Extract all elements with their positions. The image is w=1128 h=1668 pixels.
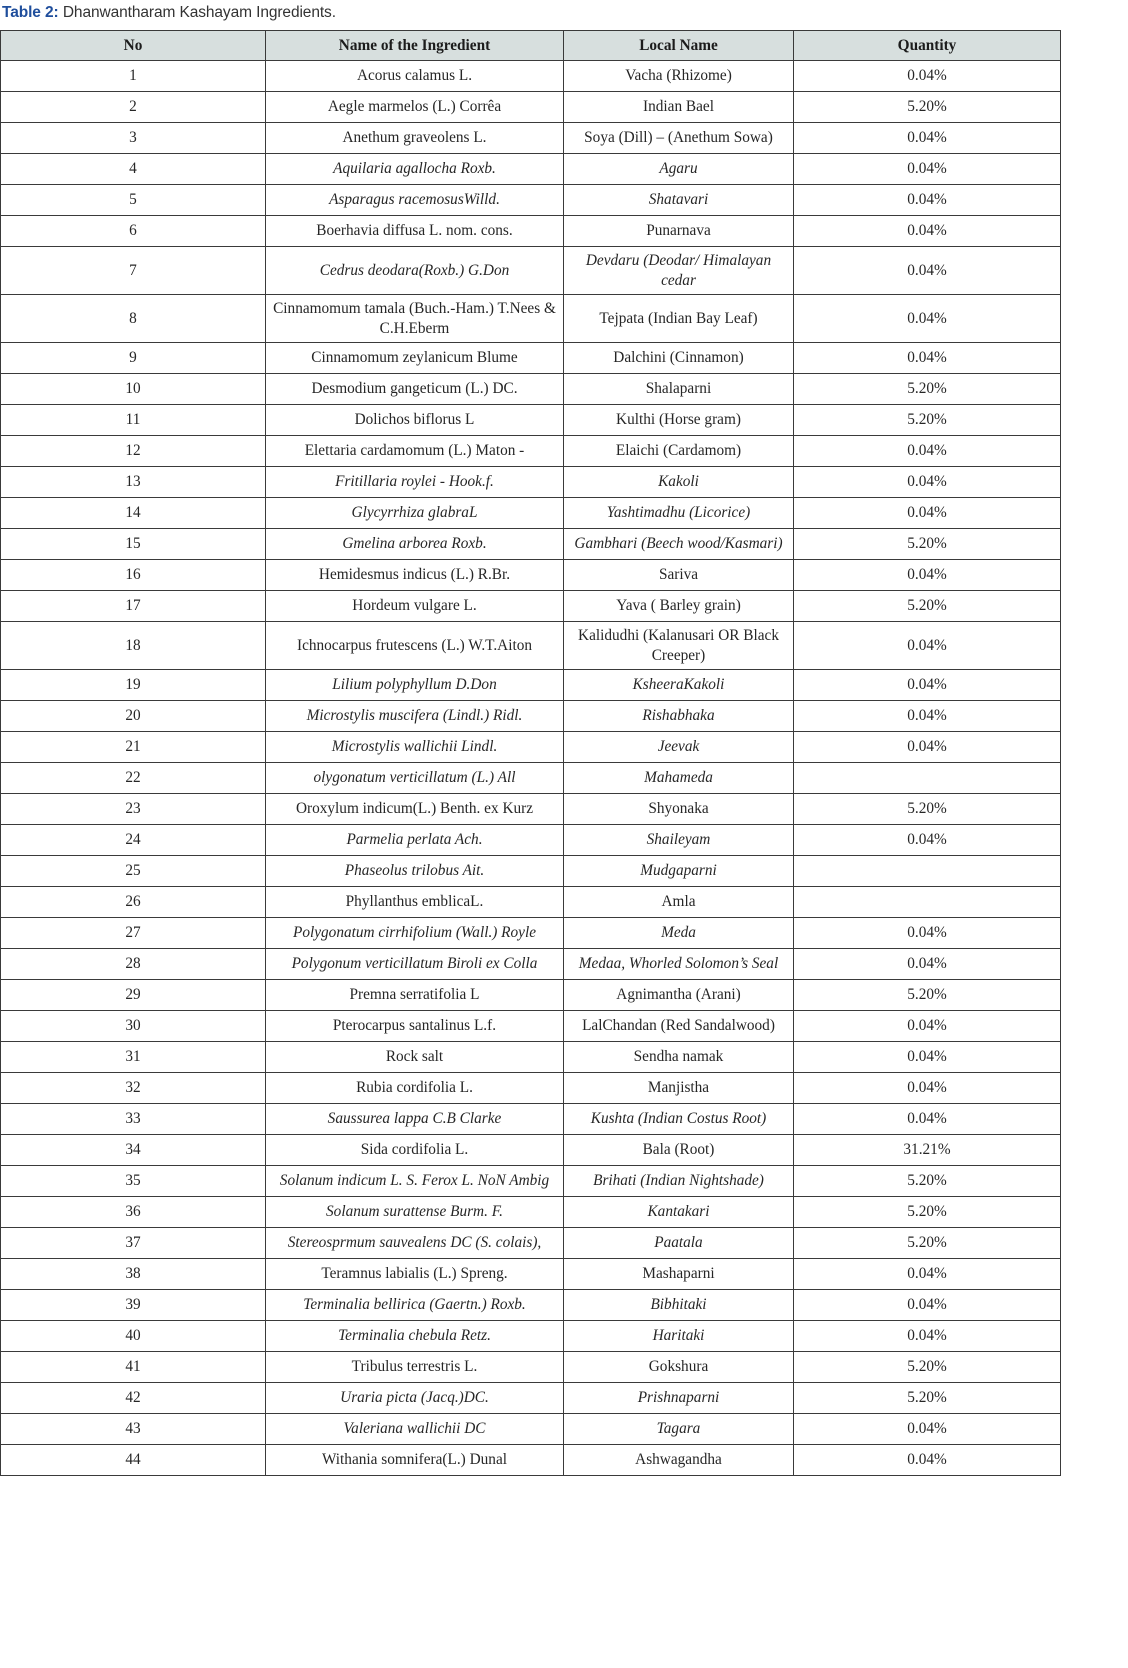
cell-name: Microstylis wallichii Lindl. bbox=[266, 732, 564, 763]
cell-name: Anethum graveolens L. bbox=[266, 123, 564, 154]
cell-name: Rubia cordifolia L. bbox=[266, 1073, 564, 1104]
cell-quantity: 0.04% bbox=[794, 949, 1061, 980]
table-caption bbox=[0, 0, 1128, 30]
column-header-quantity: Quantity bbox=[794, 31, 1061, 61]
cell-name: Stereosprmum sauvealens DC (S. colais), bbox=[266, 1228, 564, 1259]
cell-no: 18 bbox=[1, 622, 266, 670]
cell-quantity: 0.04% bbox=[794, 622, 1061, 670]
cell-no: 29 bbox=[1, 980, 266, 1011]
cell-name: Cinnamomum tamala (Buch.-Ham.) T.Nees & C.H.Eberm bbox=[266, 295, 564, 343]
cell-no: 28 bbox=[1, 949, 266, 980]
cell-quantity bbox=[794, 763, 1061, 794]
cell-local: Indian Bael bbox=[564, 92, 794, 123]
table-row bbox=[1, 856, 1061, 887]
cell-local: Bibhitaki bbox=[564, 1290, 794, 1321]
table-row bbox=[1, 887, 1061, 918]
cell-name: Solanum indicum L. S. Ferox L. NoN Ambig bbox=[266, 1166, 564, 1197]
cell-quantity: 0.04% bbox=[794, 185, 1061, 216]
cell-local: Shatavari bbox=[564, 185, 794, 216]
table-row bbox=[1, 622, 1061, 670]
cell-local: Yava ( Barley grain) bbox=[564, 591, 794, 622]
table-row bbox=[1, 1042, 1061, 1073]
cell-no: 36 bbox=[1, 1197, 266, 1228]
cell-local: Shalaparni bbox=[564, 374, 794, 405]
table-row bbox=[1, 918, 1061, 949]
cell-name: Glycyrrhiza glabraL bbox=[266, 498, 564, 529]
cell-name: Oroxylum indicum(L.) Benth. ex Kurz bbox=[266, 794, 564, 825]
cell-quantity: 0.04% bbox=[794, 154, 1061, 185]
cell-local: Tagara bbox=[564, 1414, 794, 1445]
table-row bbox=[1, 701, 1061, 732]
table-row bbox=[1, 560, 1061, 591]
cell-name: Premna serratifolia L bbox=[266, 980, 564, 1011]
cell-local: Devdaru (Deodar/ Himalayan cedar bbox=[564, 247, 794, 295]
cell-local: LalChandan (Red Sandalwood) bbox=[564, 1011, 794, 1042]
cell-quantity: 0.04% bbox=[794, 1011, 1061, 1042]
cell-no: 22 bbox=[1, 763, 266, 794]
table-row bbox=[1, 1383, 1061, 1414]
cell-no: 3 bbox=[1, 123, 266, 154]
cell-no: 39 bbox=[1, 1290, 266, 1321]
cell-name: Aegle marmelos (L.) Corrêa bbox=[266, 92, 564, 123]
cell-name: Microstylis muscifera (Lindl.) Ridl. bbox=[266, 701, 564, 732]
cell-no: 33 bbox=[1, 1104, 266, 1135]
cell-quantity: 5.20% bbox=[794, 405, 1061, 436]
cell-no: 38 bbox=[1, 1259, 266, 1290]
table-row bbox=[1, 1166, 1061, 1197]
cell-no: 10 bbox=[1, 374, 266, 405]
table-row bbox=[1, 154, 1061, 185]
cell-no: 6 bbox=[1, 216, 266, 247]
cell-local: Kushta (Indian Costus Root) bbox=[564, 1104, 794, 1135]
cell-quantity: 5.20% bbox=[794, 92, 1061, 123]
cell-name: Phyllanthus emblicaL. bbox=[266, 887, 564, 918]
cell-local: Manjistha bbox=[564, 1073, 794, 1104]
cell-quantity: 5.20% bbox=[794, 794, 1061, 825]
cell-name: Hemidesmus indicus (L.) R.Br. bbox=[266, 560, 564, 591]
table-row bbox=[1, 732, 1061, 763]
cell-name: Teramnus labialis (L.) Spreng. bbox=[266, 1259, 564, 1290]
table-row bbox=[1, 763, 1061, 794]
cell-no: 27 bbox=[1, 918, 266, 949]
table-row bbox=[1, 794, 1061, 825]
cell-name: Withania somnifera(L.) Dunal bbox=[266, 1445, 564, 1476]
cell-name: Dolichos biflorus L bbox=[266, 405, 564, 436]
cell-name: Ichnocarpus frutescens (L.) W.T.Aiton bbox=[266, 622, 564, 670]
table-row bbox=[1, 670, 1061, 701]
table-caption-text: Dhanwantharam Kashayam Ingredients. bbox=[62, 4, 336, 21]
cell-quantity: 5.20% bbox=[794, 374, 1061, 405]
ingredients-table bbox=[0, 30, 1061, 1476]
cell-quantity: 5.20% bbox=[794, 1352, 1061, 1383]
column-header-local: Local Name bbox=[564, 31, 794, 61]
cell-no: 26 bbox=[1, 887, 266, 918]
cell-name: Acorus calamus L. bbox=[266, 61, 564, 92]
cell-no: 34 bbox=[1, 1135, 266, 1166]
cell-no: 32 bbox=[1, 1073, 266, 1104]
cell-quantity: 0.04% bbox=[794, 436, 1061, 467]
cell-local: Vacha (Rhizome) bbox=[564, 61, 794, 92]
cell-local: Jeevak bbox=[564, 732, 794, 763]
cell-quantity bbox=[794, 887, 1061, 918]
cell-no: 11 bbox=[1, 405, 266, 436]
cell-no: 44 bbox=[1, 1445, 266, 1476]
table-row bbox=[1, 216, 1061, 247]
cell-name: Uraria picta (Jacq.)DC. bbox=[266, 1383, 564, 1414]
cell-no: 19 bbox=[1, 670, 266, 701]
cell-name: Desmodium gangeticum (L.) DC. bbox=[266, 374, 564, 405]
cell-no: 5 bbox=[1, 185, 266, 216]
table-row bbox=[1, 1352, 1061, 1383]
cell-no: 9 bbox=[1, 343, 266, 374]
cell-quantity: 0.04% bbox=[794, 1414, 1061, 1445]
cell-no: 4 bbox=[1, 154, 266, 185]
table-body bbox=[1, 61, 1061, 1476]
cell-no: 16 bbox=[1, 560, 266, 591]
cell-name: Elettaria cardamomum (L.) Maton - bbox=[266, 436, 564, 467]
cell-no: 20 bbox=[1, 701, 266, 732]
table-row bbox=[1, 295, 1061, 343]
cell-name: Polygonum verticillatum Biroli ex Colla bbox=[266, 949, 564, 980]
cell-quantity: 0.04% bbox=[794, 498, 1061, 529]
cell-name: Cinnamomum zeylanicum Blume bbox=[266, 343, 564, 374]
table-row bbox=[1, 61, 1061, 92]
cell-quantity: 5.20% bbox=[794, 1197, 1061, 1228]
cell-local: Shyonaka bbox=[564, 794, 794, 825]
table-row bbox=[1, 1104, 1061, 1135]
cell-quantity: 0.04% bbox=[794, 467, 1061, 498]
cell-quantity: 0.04% bbox=[794, 247, 1061, 295]
cell-local: Paatala bbox=[564, 1228, 794, 1259]
cell-quantity: 0.04% bbox=[794, 1321, 1061, 1352]
cell-no: 1 bbox=[1, 61, 266, 92]
cell-quantity: 0.04% bbox=[794, 825, 1061, 856]
column-header-name: Name of the Ingredient bbox=[266, 31, 564, 61]
table-row bbox=[1, 949, 1061, 980]
cell-name: Solanum surattense Burm. F. bbox=[266, 1197, 564, 1228]
table-row bbox=[1, 1290, 1061, 1321]
cell-local: Kakoli bbox=[564, 467, 794, 498]
table-row bbox=[1, 980, 1061, 1011]
cell-local: Kantakari bbox=[564, 1197, 794, 1228]
table-row bbox=[1, 1073, 1061, 1104]
table-row bbox=[1, 467, 1061, 498]
cell-no: 2 bbox=[1, 92, 266, 123]
table-header-row bbox=[1, 31, 1061, 61]
cell-local: Gokshura bbox=[564, 1352, 794, 1383]
table-row bbox=[1, 1011, 1061, 1042]
cell-local: KsheeraKakoli bbox=[564, 670, 794, 701]
cell-local: Tejpata (Indian Bay Leaf) bbox=[564, 295, 794, 343]
cell-name: Saussurea lappa C.B Clarke bbox=[266, 1104, 564, 1135]
cell-local: Medaa, Whorled Solomon’s Seal bbox=[564, 949, 794, 980]
cell-no: 37 bbox=[1, 1228, 266, 1259]
table-row bbox=[1, 1135, 1061, 1166]
cell-no: 24 bbox=[1, 825, 266, 856]
cell-quantity: 0.04% bbox=[794, 123, 1061, 154]
cell-quantity bbox=[794, 856, 1061, 887]
cell-no: 12 bbox=[1, 436, 266, 467]
cell-name: Sida cordifolia L. bbox=[266, 1135, 564, 1166]
cell-quantity: 0.04% bbox=[794, 670, 1061, 701]
cell-local: Yashtimadhu (Licorice) bbox=[564, 498, 794, 529]
table-row bbox=[1, 436, 1061, 467]
table-row bbox=[1, 405, 1061, 436]
cell-no: 7 bbox=[1, 247, 266, 295]
cell-local: Amla bbox=[564, 887, 794, 918]
cell-name: Rock salt bbox=[266, 1042, 564, 1073]
cell-local: Haritaki bbox=[564, 1321, 794, 1352]
cell-no: 35 bbox=[1, 1166, 266, 1197]
column-header-no: No bbox=[1, 31, 266, 61]
table-row bbox=[1, 343, 1061, 374]
cell-name: Tribulus terrestris L. bbox=[266, 1352, 564, 1383]
cell-name: Valeriana wallichii DC bbox=[266, 1414, 564, 1445]
table-row bbox=[1, 123, 1061, 154]
cell-quantity: 5.20% bbox=[794, 980, 1061, 1011]
cell-no: 42 bbox=[1, 1383, 266, 1414]
cell-local: Soya (Dill) – (Anethum Sowa) bbox=[564, 123, 794, 154]
cell-local: Mashaparni bbox=[564, 1259, 794, 1290]
cell-quantity: 0.04% bbox=[794, 295, 1061, 343]
cell-local: Rishabhaka bbox=[564, 701, 794, 732]
table-row bbox=[1, 247, 1061, 295]
cell-quantity: 0.04% bbox=[794, 918, 1061, 949]
cell-name: Polygonatum cirrhifolium (Wall.) Royle bbox=[266, 918, 564, 949]
table-row bbox=[1, 1321, 1061, 1352]
cell-quantity: 0.04% bbox=[794, 1290, 1061, 1321]
cell-local: Agnimantha (Arani) bbox=[564, 980, 794, 1011]
cell-no: 40 bbox=[1, 1321, 266, 1352]
cell-name: Parmelia perlata Ach. bbox=[266, 825, 564, 856]
cell-no: 25 bbox=[1, 856, 266, 887]
cell-name: Pterocarpus santalinus L.f. bbox=[266, 1011, 564, 1042]
cell-name: Phaseolus trilobus Ait. bbox=[266, 856, 564, 887]
cell-quantity: 5.20% bbox=[794, 1228, 1061, 1259]
cell-local: Meda bbox=[564, 918, 794, 949]
cell-local: Dalchini (Cinnamon) bbox=[564, 343, 794, 374]
cell-local: Agaru bbox=[564, 154, 794, 185]
cell-quantity: 0.04% bbox=[794, 560, 1061, 591]
cell-quantity: 5.20% bbox=[794, 591, 1061, 622]
cell-quantity: 0.04% bbox=[794, 343, 1061, 374]
table-row bbox=[1, 1445, 1061, 1476]
table-row bbox=[1, 825, 1061, 856]
cell-local: Elaichi (Cardamom) bbox=[564, 436, 794, 467]
cell-local: Kalidudhi (Kalanusari OR Black Creeper) bbox=[564, 622, 794, 670]
cell-no: 13 bbox=[1, 467, 266, 498]
cell-no: 8 bbox=[1, 295, 266, 343]
cell-local: Mudgaparni bbox=[564, 856, 794, 887]
cell-local: Shaileyam bbox=[564, 825, 794, 856]
cell-local: Prishnaparni bbox=[564, 1383, 794, 1414]
table-row bbox=[1, 1228, 1061, 1259]
table-row bbox=[1, 1414, 1061, 1445]
cell-local: Sariva bbox=[564, 560, 794, 591]
cell-quantity: 0.04% bbox=[794, 701, 1061, 732]
cell-quantity: 0.04% bbox=[794, 1104, 1061, 1135]
cell-name: Fritillaria roylei - Hook.f. bbox=[266, 467, 564, 498]
cell-name: Aquilaria agallocha Roxb. bbox=[266, 154, 564, 185]
cell-quantity: 5.20% bbox=[794, 529, 1061, 560]
cell-name: Cedrus deodara(Roxb.) G.Don bbox=[266, 247, 564, 295]
cell-local: Kulthi (Horse gram) bbox=[564, 405, 794, 436]
cell-no: 15 bbox=[1, 529, 266, 560]
cell-quantity: 0.04% bbox=[794, 216, 1061, 247]
cell-no: 21 bbox=[1, 732, 266, 763]
cell-quantity: 5.20% bbox=[794, 1166, 1061, 1197]
cell-quantity: 31.21% bbox=[794, 1135, 1061, 1166]
cell-name: Terminalia chebula Retz. bbox=[266, 1321, 564, 1352]
cell-quantity: 0.04% bbox=[794, 1259, 1061, 1290]
table-row bbox=[1, 1259, 1061, 1290]
cell-quantity: 5.20% bbox=[794, 1383, 1061, 1414]
table-caption-label: Table 2: bbox=[2, 4, 59, 21]
cell-quantity: 0.04% bbox=[794, 1042, 1061, 1073]
cell-name: Lilium polyphyllum D.Don bbox=[266, 670, 564, 701]
table-row bbox=[1, 374, 1061, 405]
cell-no: 23 bbox=[1, 794, 266, 825]
table-row bbox=[1, 92, 1061, 123]
cell-name: olygonatum verticillatum (L.) All bbox=[266, 763, 564, 794]
cell-quantity: 0.04% bbox=[794, 1445, 1061, 1476]
cell-local: Brihati (Indian Nightshade) bbox=[564, 1166, 794, 1197]
cell-name: Terminalia bellirica (Gaertn.) Roxb. bbox=[266, 1290, 564, 1321]
cell-no: 43 bbox=[1, 1414, 266, 1445]
cell-name: Asparagus racemosusWilld. bbox=[266, 185, 564, 216]
table-row bbox=[1, 185, 1061, 216]
cell-local: Sendha namak bbox=[564, 1042, 794, 1073]
cell-name: Gmelina arborea Roxb. bbox=[266, 529, 564, 560]
table-header bbox=[1, 31, 1061, 61]
cell-name: Boerhavia diffusa L. nom. cons. bbox=[266, 216, 564, 247]
table-row bbox=[1, 498, 1061, 529]
cell-local: Gambhari (Beech wood/Kasmari) bbox=[564, 529, 794, 560]
cell-name: Hordeum vulgare L. bbox=[266, 591, 564, 622]
cell-no: 41 bbox=[1, 1352, 266, 1383]
cell-local: Mahameda bbox=[564, 763, 794, 794]
cell-quantity: 0.04% bbox=[794, 1073, 1061, 1104]
cell-no: 30 bbox=[1, 1011, 266, 1042]
table-row bbox=[1, 591, 1061, 622]
cell-local: Bala (Root) bbox=[564, 1135, 794, 1166]
cell-local: Ashwagandha bbox=[564, 1445, 794, 1476]
table-row bbox=[1, 529, 1061, 560]
cell-no: 31 bbox=[1, 1042, 266, 1073]
cell-no: 17 bbox=[1, 591, 266, 622]
cell-local: Punarnava bbox=[564, 216, 794, 247]
table-row bbox=[1, 1197, 1061, 1228]
cell-no: 14 bbox=[1, 498, 266, 529]
cell-quantity: 0.04% bbox=[794, 732, 1061, 763]
cell-quantity: 0.04% bbox=[794, 61, 1061, 92]
